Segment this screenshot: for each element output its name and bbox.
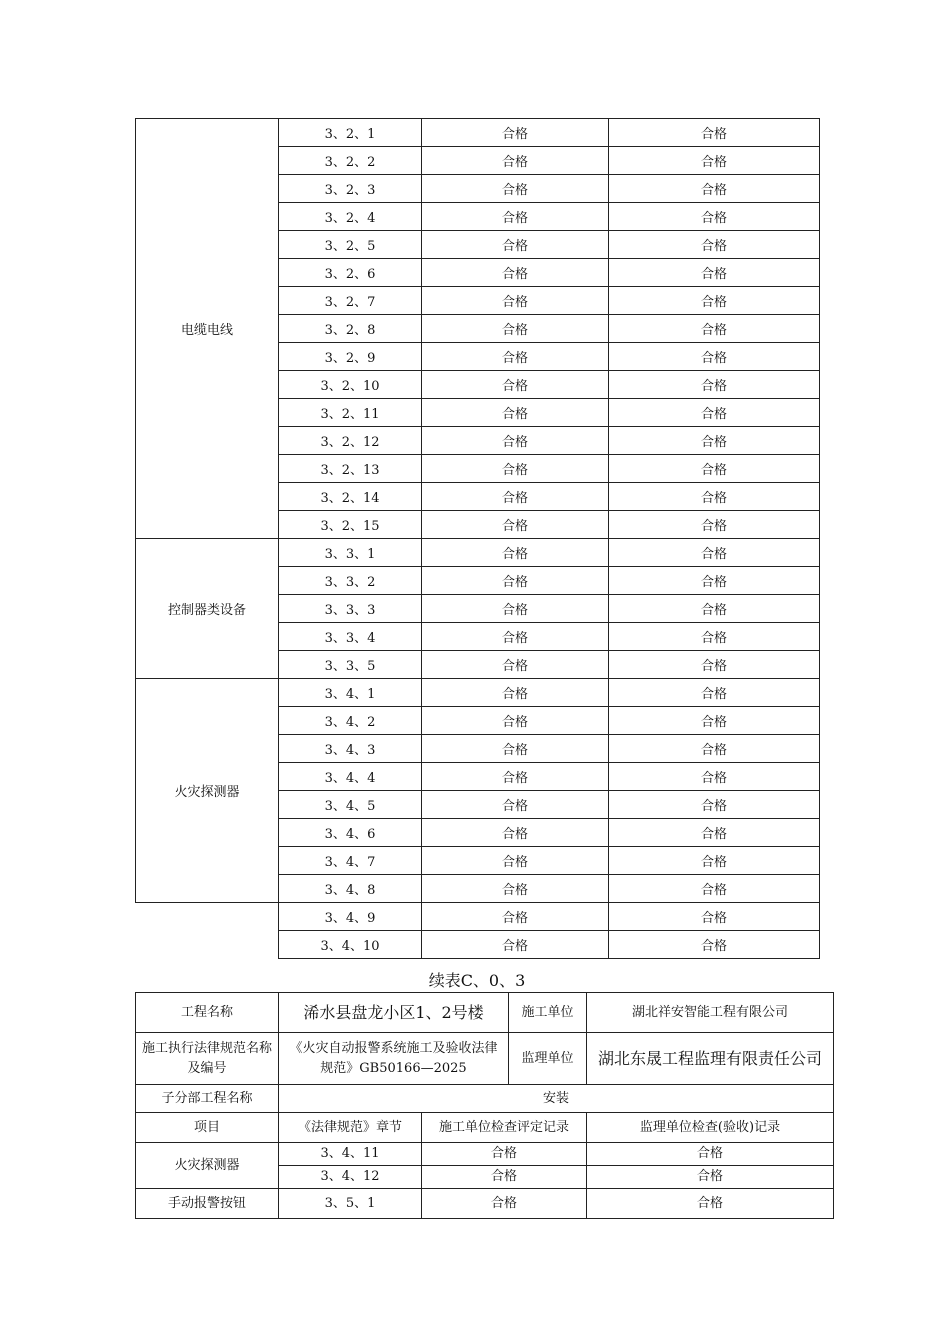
clause-cell: 3、2、12 bbox=[279, 427, 422, 455]
supervision-result: 合格 bbox=[609, 203, 820, 231]
clause-cell: 3、2、2 bbox=[279, 147, 422, 175]
subdivision-value: 安装 bbox=[279, 1085, 834, 1113]
supervision-result: 合格 bbox=[609, 399, 820, 427]
supervision-unit-value: 湖北东晟工程监理有限责任公司 bbox=[587, 1033, 834, 1085]
supervision-result: 合格 bbox=[609, 567, 820, 595]
construction-result: 合格 bbox=[422, 399, 609, 427]
construction-result: 合格 bbox=[422, 1143, 587, 1166]
construction-result: 合格 bbox=[422, 679, 609, 707]
construction-result: 合格 bbox=[422, 791, 609, 819]
subdivision-label: 子分部工程名称 bbox=[136, 1085, 279, 1113]
supervision-result: 合格 bbox=[587, 1166, 834, 1189]
supervision-result: 合格 bbox=[609, 707, 820, 735]
empty-cell bbox=[136, 903, 279, 931]
clause-cell: 3、2、14 bbox=[279, 483, 422, 511]
clause-cell: 3、2、4 bbox=[279, 203, 422, 231]
table-row bbox=[136, 539, 820, 567]
clause-cell: 3、2、8 bbox=[279, 315, 422, 343]
clause-cell: 3、4、9 bbox=[279, 903, 422, 931]
supervision-result: 合格 bbox=[609, 483, 820, 511]
construction-result: 合格 bbox=[422, 483, 609, 511]
supervision-result: 合格 bbox=[609, 763, 820, 791]
supervision-result: 合格 bbox=[609, 371, 820, 399]
table-row bbox=[136, 1143, 834, 1166]
clause-cell: 3、4、4 bbox=[279, 763, 422, 791]
supervision-result: 合格 bbox=[609, 315, 820, 343]
clause-cell: 3、3、3 bbox=[279, 595, 422, 623]
supervision-result: 合格 bbox=[609, 847, 820, 875]
clause-cell: 3、4、11 bbox=[279, 1143, 422, 1166]
clause-cell: 3、3、4 bbox=[279, 623, 422, 651]
group-name-manual-alarm-button: 手动报警按钮 bbox=[136, 1189, 279, 1219]
supervision-result: 合格 bbox=[609, 735, 820, 763]
supervision-result: 合格 bbox=[609, 231, 820, 259]
clause-cell: 3、2、3 bbox=[279, 175, 422, 203]
construction-result: 合格 bbox=[422, 875, 609, 903]
construction-result: 合格 bbox=[422, 819, 609, 847]
group-name-cell: 控制器类设备 bbox=[136, 539, 279, 679]
supervision-result: 合格 bbox=[609, 931, 820, 959]
construction-result: 合格 bbox=[422, 455, 609, 483]
supervision-result: 合格 bbox=[609, 679, 820, 707]
supervision-result: 合格 bbox=[609, 511, 820, 539]
construction-result: 合格 bbox=[422, 511, 609, 539]
inspection-table-c03 bbox=[135, 992, 834, 1219]
supervision-result: 合格 bbox=[609, 427, 820, 455]
supervision-unit-label: 监理单位 bbox=[509, 1033, 587, 1085]
empty-cell bbox=[136, 931, 279, 959]
header-supervision-record: 监理单位检查(验收)记录 bbox=[587, 1113, 834, 1143]
clause-cell: 3、2、13 bbox=[279, 455, 422, 483]
construction-result: 合格 bbox=[422, 539, 609, 567]
clause-cell: 3、4、8 bbox=[279, 875, 422, 903]
supervision-result: 合格 bbox=[609, 175, 820, 203]
supervision-result: 合格 bbox=[609, 595, 820, 623]
construction-unit-label: 施工单位 bbox=[509, 993, 587, 1033]
clause-cell: 3、4、12 bbox=[279, 1166, 422, 1189]
clause-cell: 3、2、5 bbox=[279, 231, 422, 259]
table-row bbox=[136, 1189, 834, 1219]
clause-cell: 3、4、7 bbox=[279, 847, 422, 875]
construction-result: 合格 bbox=[422, 1189, 587, 1219]
supervision-result: 合格 bbox=[609, 259, 820, 287]
construction-result: 合格 bbox=[422, 623, 609, 651]
construction-result: 合格 bbox=[422, 259, 609, 287]
inspection-table-body bbox=[136, 119, 820, 959]
clause-cell: 3、4、1 bbox=[279, 679, 422, 707]
table-row bbox=[136, 903, 820, 931]
construction-result: 合格 bbox=[422, 343, 609, 371]
standard-row bbox=[136, 1033, 834, 1085]
header-item: 项目 bbox=[136, 1113, 279, 1143]
standard-value: 《火灾自动报警系统施工及验收法律规范》GB50166—2025 bbox=[279, 1033, 509, 1085]
standard-label: 施工执行法律规范名称及编号 bbox=[136, 1033, 279, 1085]
clause-cell: 3、4、3 bbox=[279, 735, 422, 763]
clause-cell: 3、2、9 bbox=[279, 343, 422, 371]
construction-result: 合格 bbox=[422, 931, 609, 959]
clause-cell: 3、4、10 bbox=[279, 931, 422, 959]
supervision-result: 合格 bbox=[609, 343, 820, 371]
clause-cell: 3、4、6 bbox=[279, 819, 422, 847]
group-name-fire-detector: 火灾探测器 bbox=[136, 1143, 279, 1189]
clause-cell: 3、2、1 bbox=[279, 119, 422, 147]
clause-cell: 3、2、15 bbox=[279, 511, 422, 539]
clause-cell: 3、2、10 bbox=[279, 371, 422, 399]
clause-cell: 3、2、11 bbox=[279, 399, 422, 427]
construction-result: 合格 bbox=[422, 707, 609, 735]
header-clause: 《法律规范》章节 bbox=[279, 1113, 422, 1143]
supervision-result: 合格 bbox=[609, 875, 820, 903]
construction-unit-value: 湖北祥安智能工程有限公司 bbox=[587, 993, 834, 1033]
construction-result: 合格 bbox=[422, 763, 609, 791]
construction-result: 合格 bbox=[422, 427, 609, 455]
clause-cell: 3、2、6 bbox=[279, 259, 422, 287]
construction-result: 合格 bbox=[422, 119, 609, 147]
supervision-result: 合格 bbox=[587, 1143, 834, 1166]
construction-result: 合格 bbox=[422, 567, 609, 595]
supervision-result: 合格 bbox=[609, 623, 820, 651]
construction-result: 合格 bbox=[422, 147, 609, 175]
inspection-table-continued bbox=[135, 118, 820, 959]
construction-result: 合格 bbox=[422, 231, 609, 259]
header-construction-record: 施工单位检查评定记录 bbox=[422, 1113, 587, 1143]
construction-result: 合格 bbox=[422, 595, 609, 623]
supervision-result: 合格 bbox=[609, 819, 820, 847]
construction-result: 合格 bbox=[422, 287, 609, 315]
clause-cell: 3、3、5 bbox=[279, 651, 422, 679]
clause-cell: 3、3、1 bbox=[279, 539, 422, 567]
table-row bbox=[136, 679, 820, 707]
supervision-result: 合格 bbox=[609, 903, 820, 931]
construction-result: 合格 bbox=[422, 315, 609, 343]
group-name-cell: 电缆电线 bbox=[136, 119, 279, 539]
clause-cell: 3、4、2 bbox=[279, 707, 422, 735]
construction-result: 合格 bbox=[422, 847, 609, 875]
supervision-result: 合格 bbox=[587, 1189, 834, 1219]
construction-result: 合格 bbox=[422, 175, 609, 203]
table-row bbox=[136, 119, 820, 147]
continued-table-title: 续表C、0、3 bbox=[428, 971, 526, 990]
project-name-row bbox=[136, 993, 834, 1033]
supervision-result: 合格 bbox=[609, 119, 820, 147]
subdivision-row bbox=[136, 1085, 834, 1113]
construction-result: 合格 bbox=[422, 203, 609, 231]
project-name-value: 浠水县盘龙小区1、2号楼 bbox=[279, 993, 509, 1033]
construction-result: 合格 bbox=[422, 371, 609, 399]
supervision-result: 合格 bbox=[609, 539, 820, 567]
supervision-result: 合格 bbox=[609, 791, 820, 819]
construction-result: 合格 bbox=[422, 651, 609, 679]
supervision-result: 合格 bbox=[609, 455, 820, 483]
supervision-result: 合格 bbox=[609, 287, 820, 315]
project-name-label: 工程名称 bbox=[136, 993, 279, 1033]
group-name-cell: 火灾探测器 bbox=[136, 679, 279, 903]
clause-cell: 3、4、5 bbox=[279, 791, 422, 819]
clause-cell: 3、3、2 bbox=[279, 567, 422, 595]
construction-result: 合格 bbox=[422, 903, 609, 931]
construction-result: 合格 bbox=[422, 735, 609, 763]
clause-cell: 3、2、7 bbox=[279, 287, 422, 315]
supervision-result: 合格 bbox=[609, 147, 820, 175]
clause-cell: 3、5、1 bbox=[279, 1189, 422, 1219]
construction-result: 合格 bbox=[422, 1166, 587, 1189]
table-row bbox=[136, 931, 820, 959]
supervision-result: 合格 bbox=[609, 651, 820, 679]
header-row bbox=[136, 1113, 834, 1143]
